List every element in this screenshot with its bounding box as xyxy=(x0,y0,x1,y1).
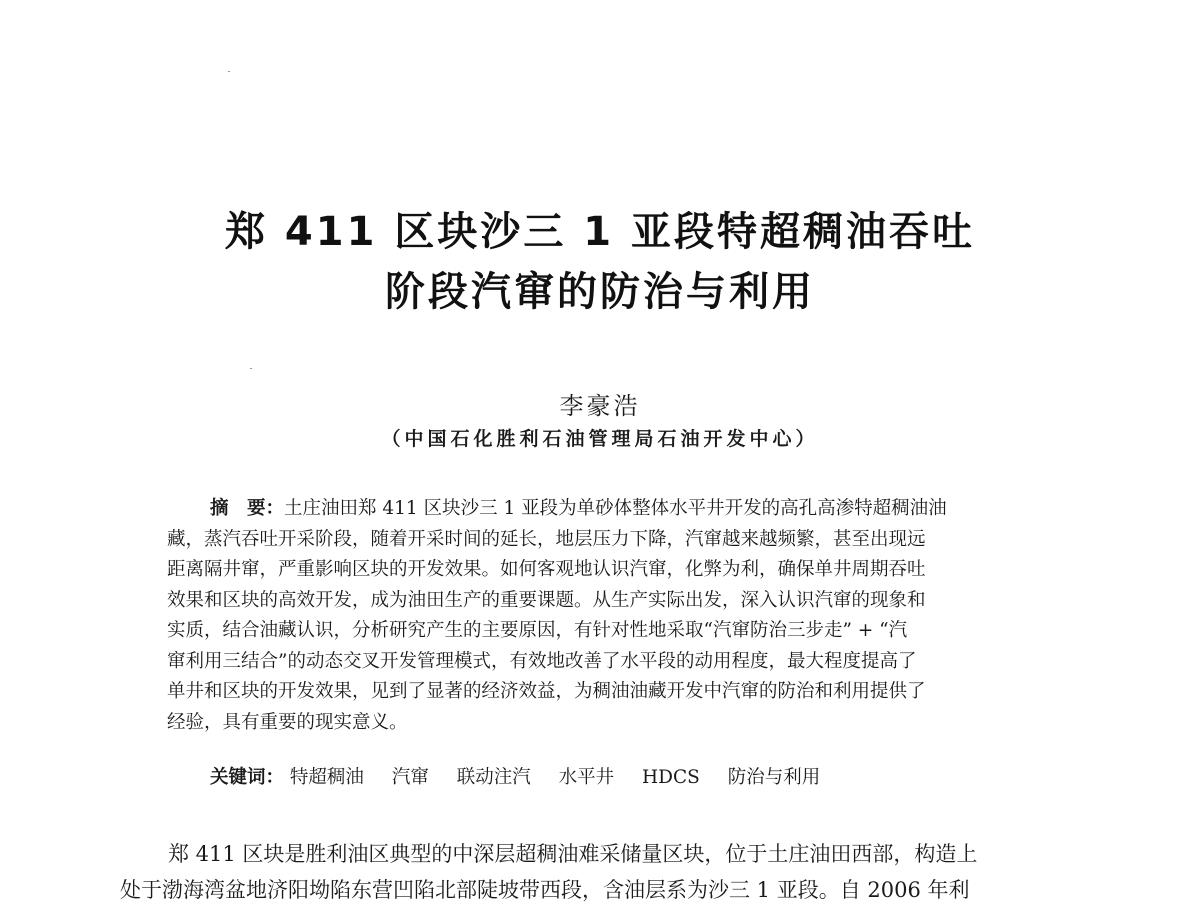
abstract xyxy=(167,494,1052,738)
abstract-line: 实质，结合油藏认识，分析研究产生的主要原因，有针对性地采取“汽窜防治三步走” + “汽 xyxy=(167,620,908,641)
keyword: 联动注汽 xyxy=(456,767,531,788)
abstract-line: 摘 要：土庄油田郑 411 区块沙三 1 亚段为单砂体整体水平井开发的高孔高渗特超稠油油 xyxy=(210,498,947,519)
scan-speck xyxy=(228,71,230,72)
abstract-label: 摘 要： xyxy=(210,498,285,519)
abstract-line: 效果和区块的高效开发，成为油田生产的重要课题。从生产实际出发，深入认识汽窜的现象和 xyxy=(167,589,926,611)
keyword: 汽窜 xyxy=(391,767,429,788)
author-name: 李豪浩 xyxy=(559,392,641,420)
body-paragraph xyxy=(120,836,1100,908)
paper-title-line-2: 阶段汽窜的防治与利用 xyxy=(385,269,815,315)
body-line: 郑 411 区块是胜利油区典型的中深层超稠油难采储量区块，位于土庄油田西部，构造上 xyxy=(168,842,978,866)
keywords-label: 关键词： xyxy=(210,767,285,788)
abstract-line: 窜利用三结合”的动态交叉开发管理模式，有效地改善了水平段的动用程度，最大程度提高了 xyxy=(167,650,917,672)
abstract-line: 单井和区块的开发效果，见到了显著的经济效益，为稠油油藏开发中汽窜的防治和利用提供了 xyxy=(167,681,926,702)
paper-title-line-1: 郑 411 区块沙三 1 亚段特超稠油吞吐 xyxy=(224,209,976,255)
abstract-line: 距离隔井窜，严重影响区块的开发效果。如何客观地认识汽窜，化弊为利，确保单井周期吞吐 xyxy=(167,559,926,580)
keywords xyxy=(210,763,842,793)
keyword: 防治与利用 xyxy=(727,767,821,788)
abstract-line: 经验，具有重要的现实意义。 xyxy=(167,711,408,733)
scan-speck xyxy=(250,368,252,369)
keyword: 水平井 xyxy=(558,767,615,788)
author-affiliation: （中国石化胜利石油管理局石油开发中心） xyxy=(381,428,819,450)
keyword: HDCS xyxy=(642,767,700,788)
keyword: 特超稠油 xyxy=(289,767,364,788)
body-line: 处于渤海湾盆地济阳坳陷东营凹陷北部陡坡带西段，含油层系为沙三 1 亚段。自 2006 年利 xyxy=(120,878,970,902)
abstract-line: 藏，蒸汽吞吐开采阶段，随着开采时间的延长，地层压力下降，汽窜越来越频繁，甚至出现远 xyxy=(167,528,926,550)
